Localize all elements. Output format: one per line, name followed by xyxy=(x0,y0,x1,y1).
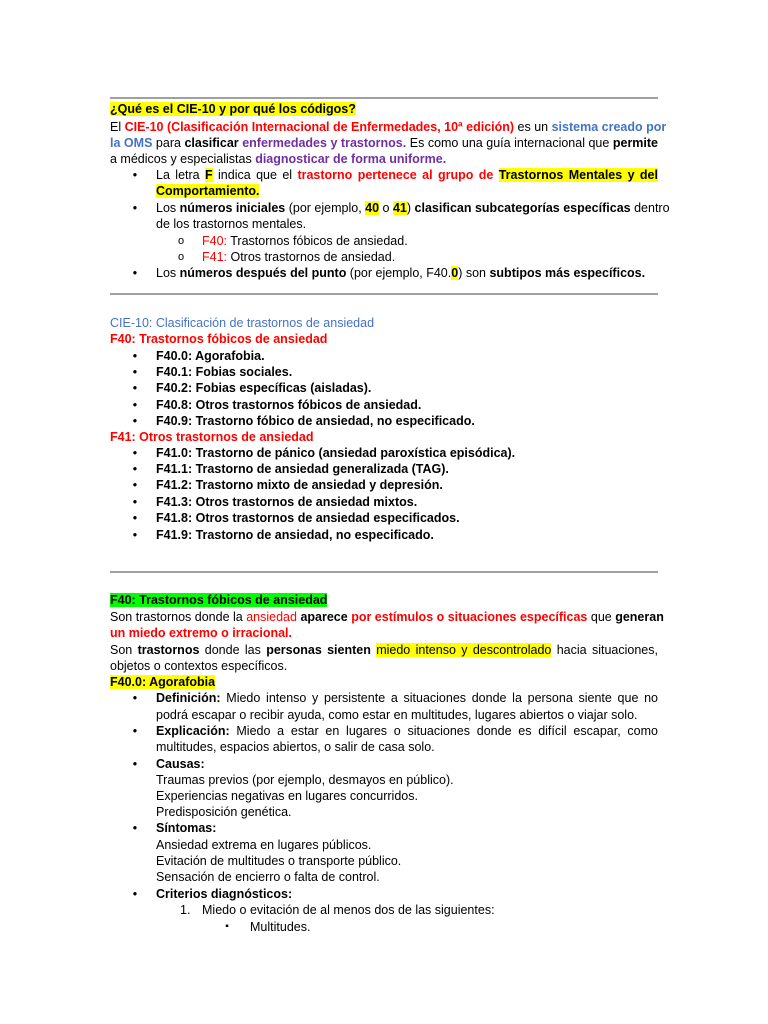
bullet-disc-icon: • xyxy=(132,887,138,901)
section-divider xyxy=(110,293,658,295)
list-item: Los números después del punto (por ejemplo, F40.0) son subtipos más específicos. xyxy=(156,266,646,280)
paragraph-line: la OMS para clasificar enfermedades y trastornos. Es como una guía internacional que permite xyxy=(110,136,659,150)
paragraph-line: Son trastornos donde las personas sienten miedo intenso y descontrolado hacia situaciones, xyxy=(110,643,658,657)
bullet-disc-icon: • xyxy=(132,691,138,705)
list-item: Definición: Miedo intenso y persistente a situaciones donde la persona siente que no xyxy=(156,691,658,705)
paragraph-line: objetos o contextos específicos. xyxy=(110,659,288,673)
bullet-disc-icon: • xyxy=(132,446,138,460)
bullet-disc-icon: • xyxy=(132,462,138,476)
section-heading: ¿Qué es el CIE-10 y por qué los códigos? xyxy=(110,102,356,116)
numbered-marker: 1. xyxy=(180,903,191,917)
bullet-disc-icon: • xyxy=(132,757,138,771)
list-item: F40.2: Fobias específicas (aisladas). xyxy=(156,381,372,395)
list-item: Explicación: Miedo a estar en lugares o situaciones donde es difícil escapar, como xyxy=(156,724,658,738)
list-item: Los números iniciales (por ejemplo, 40 o 41) clasifican subcategorías específicas dentro xyxy=(156,201,670,215)
bullet-disc-icon: • xyxy=(132,528,138,542)
bullet-disc-icon: • xyxy=(132,381,138,395)
bullet-disc-icon: • xyxy=(132,365,138,379)
bullet-disc-icon: • xyxy=(132,266,138,280)
sub-heading: F40.0: Agorafobia xyxy=(110,675,216,689)
list-item: F40.9: Trastorno fóbico de ansiedad, no especificado. xyxy=(156,414,475,428)
sub-list-item: F41: Otros trastornos de ansiedad. xyxy=(202,250,396,264)
list-item-line: Traumas previos (por ejemplo, desmayos en público). xyxy=(156,773,454,787)
section-divider xyxy=(110,571,658,573)
list-item-continued: de los trastornos mentales. xyxy=(156,217,307,231)
sub-list-item: Multitudes. xyxy=(250,920,311,934)
list-item: F41.1: Trastorno de ansiedad generalizada (TAG). xyxy=(156,462,449,476)
list-item: F41.9: Trastorno de ansiedad, no especificado. xyxy=(156,528,434,542)
numbered-item: Miedo o evitación de al menos dos de las siguientes: xyxy=(202,903,495,917)
bullet-disc-icon: • xyxy=(132,495,138,509)
bullet-circle-icon: o xyxy=(177,235,185,247)
list-item-line: Experiencias negativas en lugares concurridos. xyxy=(156,789,418,803)
bullet-circle-icon: o xyxy=(177,251,185,263)
list-item-label: Síntomas: xyxy=(156,821,217,835)
list-item: F41.3: Otros trastornos de ansiedad mixtos. xyxy=(156,495,418,509)
list-item: F40.8: Otros trastornos fóbicos de ansiedad. xyxy=(156,398,422,412)
paragraph-line: El CIE-10 (Clasificación Internacional de Enfermedades, 10ª edición) es un sistema creado por xyxy=(110,120,667,134)
bullet-square-icon: ▪ xyxy=(225,921,229,932)
paragraph-line: un miedo extremo o irracional. xyxy=(110,626,292,640)
section-heading: F40: Trastornos fóbicos de ansiedad xyxy=(110,593,328,607)
list-item: F41.2: Trastorno mixto de ansiedad y depresión. xyxy=(156,478,443,492)
group-heading: F41: Otros trastornos de ansiedad xyxy=(110,430,314,444)
paragraph-line: a médicos y especialistas diagnosticar de forma uniforme. xyxy=(110,152,447,166)
list-item-continued: Comportamiento. xyxy=(156,184,260,198)
bullet-disc-icon: • xyxy=(132,511,138,525)
bullet-disc-icon: • xyxy=(132,821,138,835)
list-item-label: Causas: xyxy=(156,757,205,771)
group-heading: F40: Trastornos fóbicos de ansiedad xyxy=(110,332,328,346)
list-item: F41.0: Trastorno de pánico (ansiedad paroxística episódica). xyxy=(156,446,516,460)
bullet-disc-icon: • xyxy=(132,724,138,738)
bullet-disc-icon: • xyxy=(132,168,138,182)
section-divider xyxy=(110,97,658,99)
list-item-line: Sensación de encierro o falta de control. xyxy=(156,870,380,884)
list-item: F41.8: Otros trastornos de ansiedad especificados. xyxy=(156,511,460,525)
list-item: La letra F indica que el trastorno pertenece al grupo de Trastornos Mentales y del xyxy=(156,168,658,182)
bullet-disc-icon: • xyxy=(132,398,138,412)
bullet-disc-icon: • xyxy=(132,414,138,428)
list-item-line: Evitación de multitudes o transporte público. xyxy=(156,854,402,868)
bullet-disc-icon: • xyxy=(132,349,138,363)
bullet-disc-icon: • xyxy=(132,478,138,492)
section-title: CIE-10: Clasificación de trastornos de ansiedad xyxy=(110,316,375,330)
list-item-label: Criterios diagnósticos: xyxy=(156,887,293,901)
paragraph-line: Son trastornos donde la ansiedad aparece por estímulos o situaciones específicas que generan xyxy=(110,610,664,624)
list-item-continued: podrá escapar o recibir ayuda, como estar en multitudes, lugares abiertos o viajar solo. xyxy=(156,708,638,722)
list-item: F40.1: Fobias sociales. xyxy=(156,365,293,379)
sub-list-item: F40: Trastornos fóbicos de ansiedad. xyxy=(202,234,408,248)
list-item-line: Predisposición genética. xyxy=(156,805,292,819)
list-item: F40.0: Agorafobia. xyxy=(156,349,265,363)
list-item-line: Ansiedad extrema en lugares públicos. xyxy=(156,838,372,852)
bullet-disc-icon: • xyxy=(132,201,138,215)
list-item-continued: multitudes, espacios abiertos, o salir de casa solo. xyxy=(156,740,435,754)
